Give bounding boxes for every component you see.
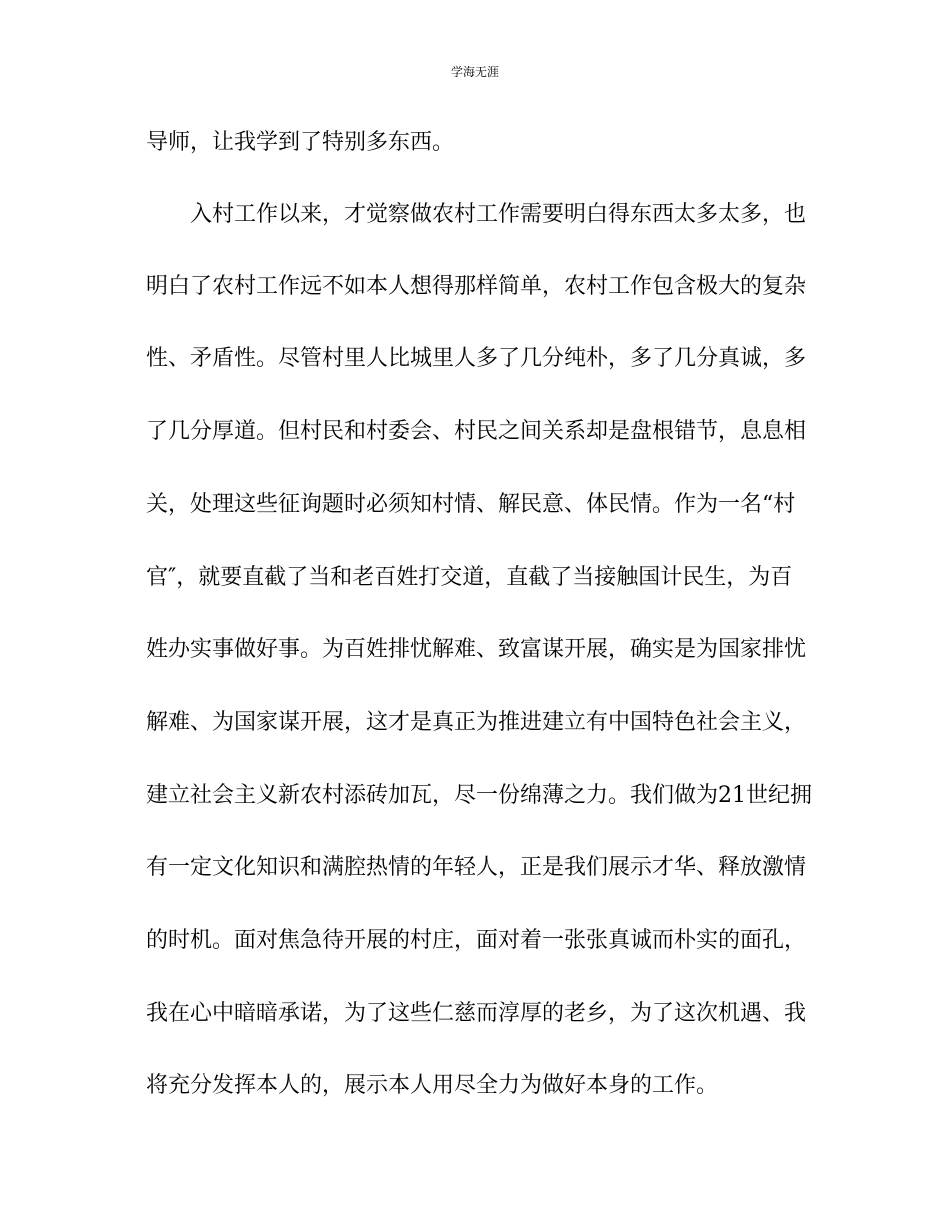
body-line: 我在心中暗暗承诺，为了这些仁慈而淳厚的老乡，为了这次机遇、我 — [146, 1001, 807, 1026]
body-line: 官″，就要直截了当和老百姓打交道，直截了当接触国计民生，为百 — [146, 565, 793, 590]
body-line: 有一定文化知识和满腔热情的年轻人，正是我们展示才华、释放激情 — [146, 855, 807, 880]
body-line: 关，处理这些征询题时必须知村情、解民意、体民情。作为一名“村 — [146, 492, 796, 517]
body-line: 导师，让我学到了特别多东西。 — [146, 130, 455, 155]
body-line: 明白了农村工作远不如本人想得那样简单，农村工作包含极大的复杂 — [146, 274, 807, 299]
body-line: 将充分发挥本人的，展示本人用尽全力为做好本身的工作。 — [146, 1073, 719, 1098]
page-header: 学海无涯 — [450, 65, 499, 79]
body-line: 了几分厚道。但村民和村委会、村民之间关系却是盘根错节，息息相 — [146, 419, 807, 444]
body-line: 建立社会主义新农村添砖加瓦，尽一份绵薄之力。我们做为21世纪拥 — [146, 783, 812, 808]
body-line: 的时机。面对焦急待开展的村庄，面对着一张张真诚而朴实的面孔， — [146, 928, 807, 953]
body-line: 解难、为国家谋开展，这才是真正为推进建立有中国特色社会主义， — [146, 710, 807, 735]
body-line: 性、矛盾性。尽管村里人比城里人多了几分纯朴，多了几分真诚，多 — [146, 346, 807, 371]
body-line: 姓办实事做好事。为百姓排忧解难、致富谋开展，确实是为国家排忧 — [146, 637, 807, 662]
paragraph-first-line: 入村工作以来，才觉察做农村工作需要明白得东西太多太多，也 — [190, 202, 807, 227]
